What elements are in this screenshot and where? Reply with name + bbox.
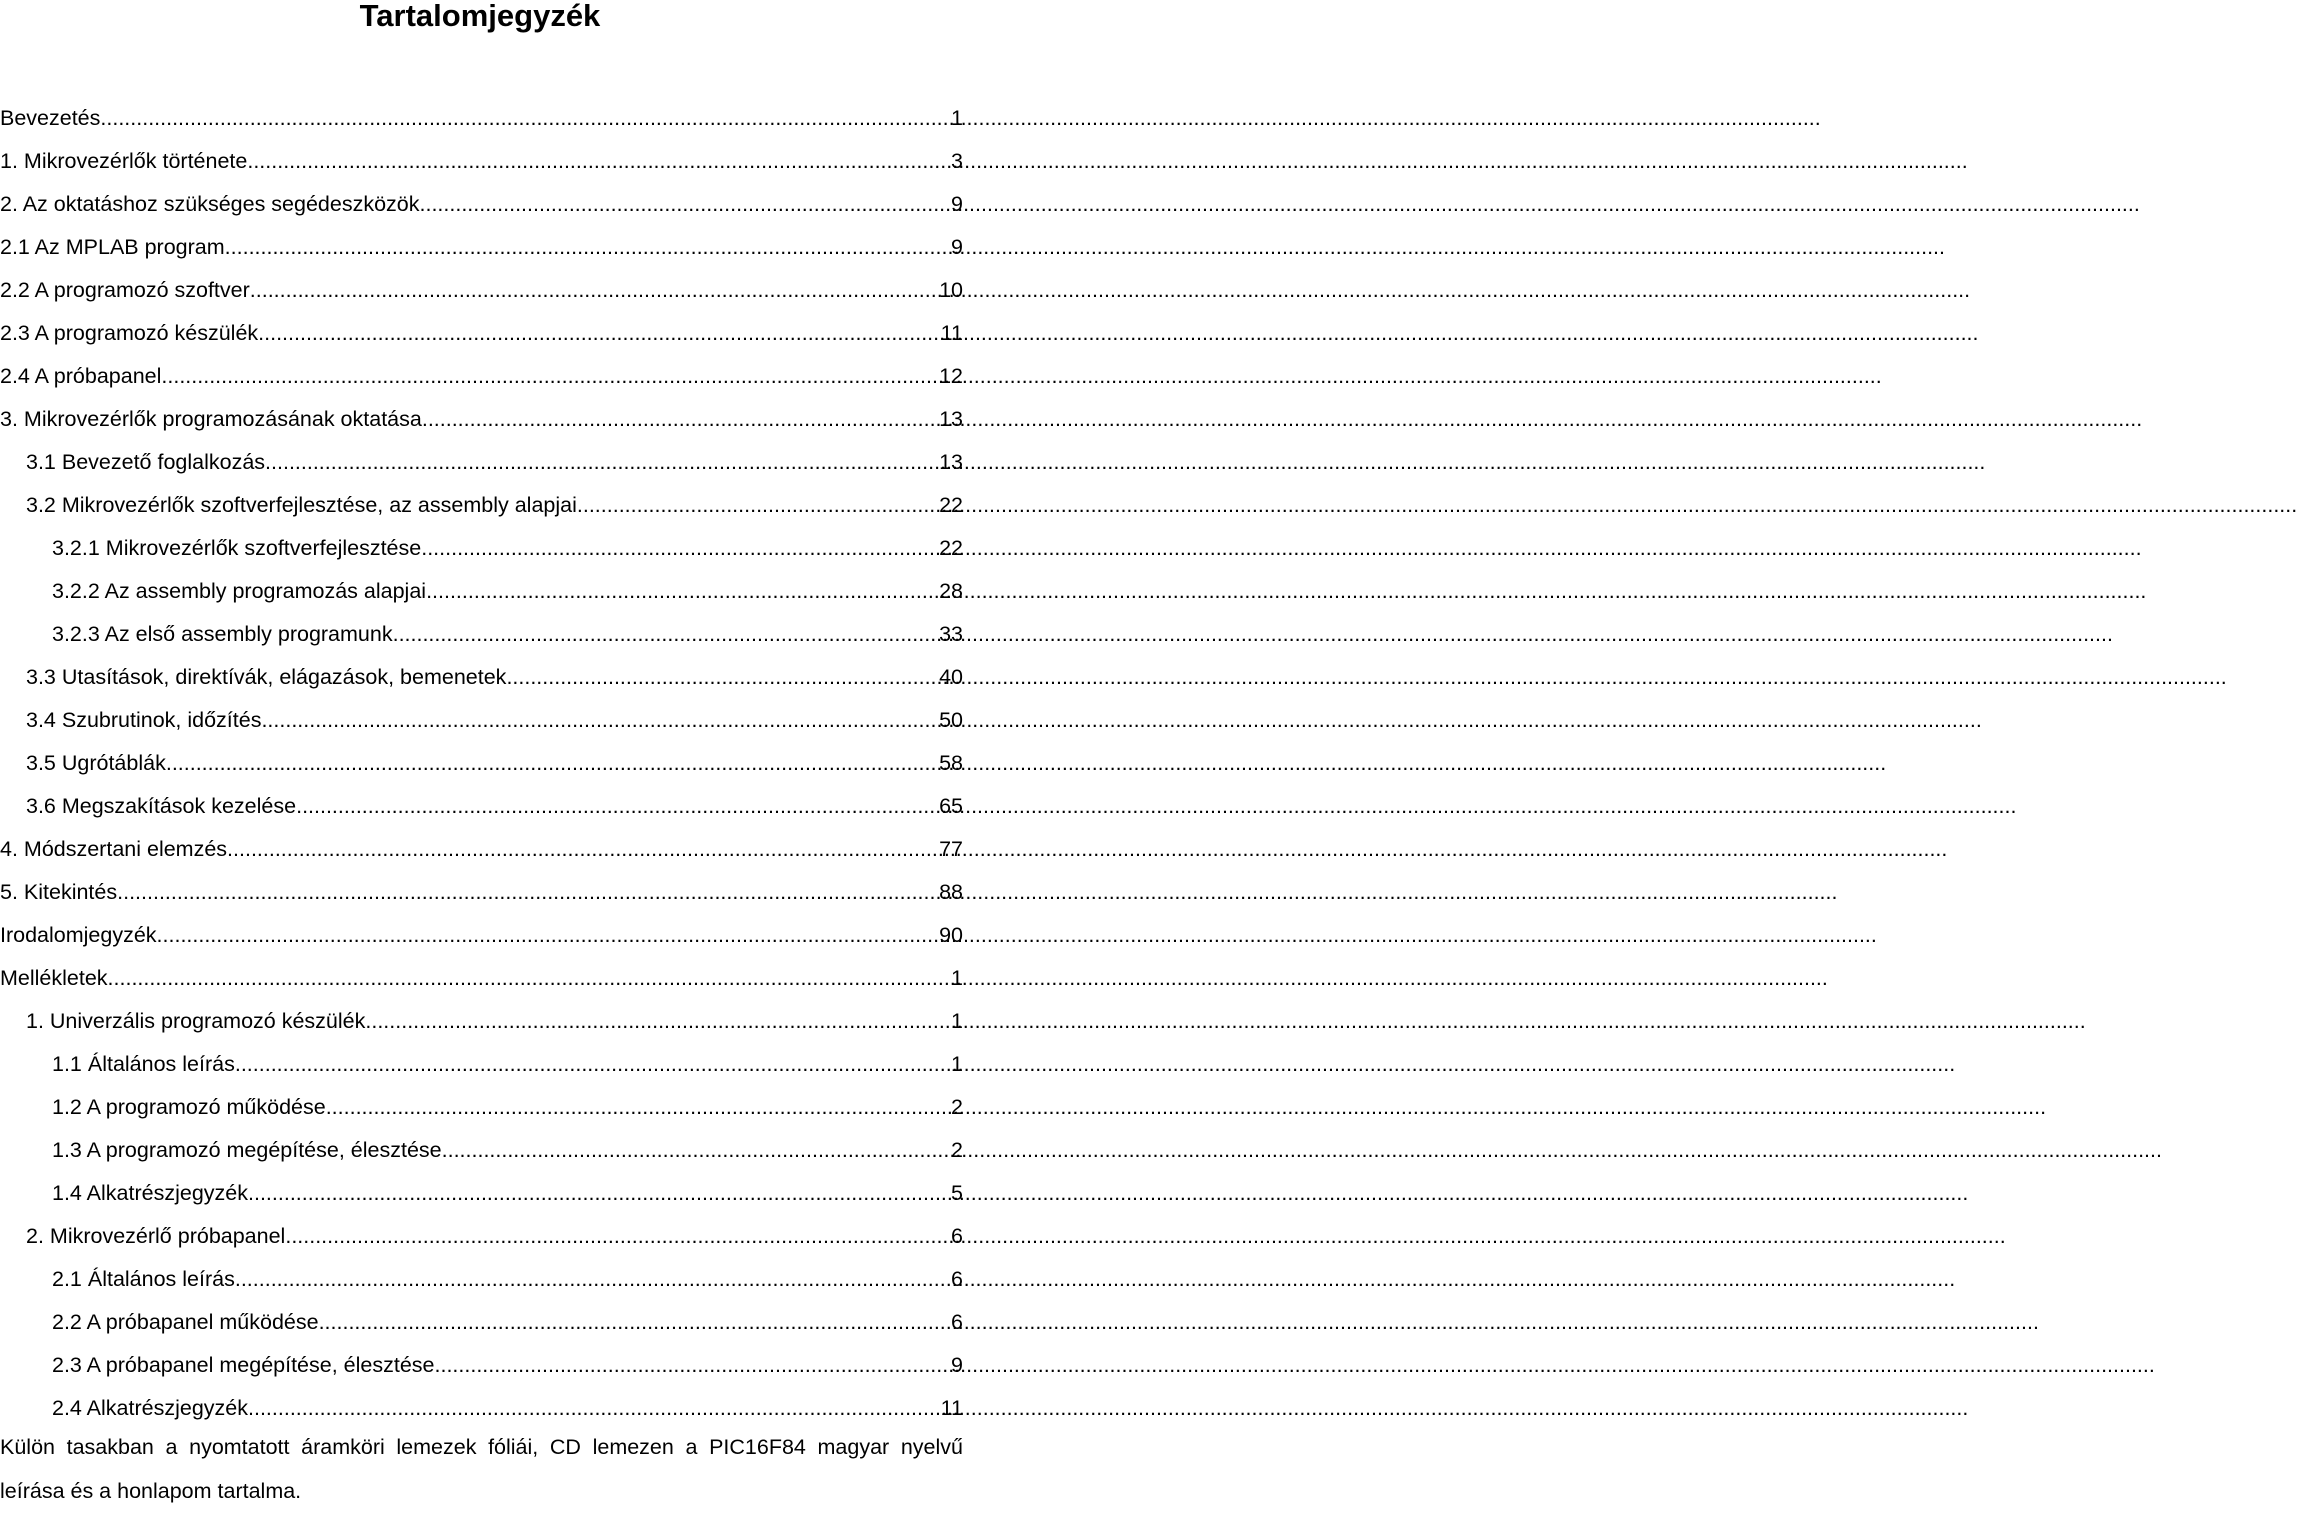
toc-entry[interactable] bbox=[0, 97, 963, 140]
toc-entry-title: 3.5 Ugrótáblák bbox=[26, 751, 166, 775]
toc-entry[interactable] bbox=[0, 1215, 963, 1258]
dot-leader bbox=[166, 742, 939, 785]
toc-entry-page-number: 40 bbox=[939, 665, 963, 689]
dot-leader bbox=[365, 1000, 951, 1043]
dot-leader bbox=[235, 1258, 951, 1301]
toc-entry-page-number: 9 bbox=[951, 192, 963, 216]
toc-entry-page-number: 50 bbox=[939, 708, 963, 732]
dot-leader bbox=[435, 1344, 952, 1387]
page-title: Tartalomjegyzék bbox=[359, 0, 601, 33]
toc-entry-title: 3.2.3 Az első assembly programunk bbox=[52, 622, 393, 646]
dot-leader bbox=[258, 312, 941, 355]
toc-entry-title: 1. Univerzális programozó készülék bbox=[26, 1009, 366, 1033]
toc-entry[interactable] bbox=[0, 1043, 963, 1086]
toc-entry[interactable] bbox=[0, 1000, 963, 1043]
toc-entry-page-number: 1 bbox=[951, 966, 963, 990]
toc-entry-page-number: 6 bbox=[951, 1224, 963, 1248]
toc-entry-title: 1.1 Általános leírás bbox=[52, 1052, 235, 1076]
toc-entry[interactable] bbox=[0, 441, 963, 484]
toc-entry-title: Irodalomjegyzék bbox=[0, 923, 157, 947]
toc-entry-page-number: 12 bbox=[939, 364, 963, 388]
toc-entry-title: 3.4 Szubrutinok, időzítés bbox=[26, 708, 262, 732]
dot-leader bbox=[577, 484, 939, 527]
toc-entry-page-number: 22 bbox=[939, 493, 963, 517]
toc-entry[interactable] bbox=[0, 1301, 963, 1344]
toc-entry[interactable] bbox=[0, 570, 963, 613]
dot-leader bbox=[285, 1215, 951, 1258]
toc-entry[interactable] bbox=[0, 183, 963, 226]
toc-entry-title: 2.2 A próbapanel működése bbox=[52, 1310, 319, 1334]
toc-entry-page-number: 9 bbox=[951, 1353, 963, 1377]
dot-leader bbox=[296, 785, 939, 828]
toc-entry-title: 2.4 A próbapanel bbox=[0, 364, 162, 388]
toc-entry-title: 2. Az oktatáshoz szükséges segédeszközök bbox=[0, 192, 420, 216]
dot-leader bbox=[426, 570, 939, 613]
toc-entry-title: 3.2.1 Mikrovezérlők szoftverfejlesztése bbox=[52, 536, 422, 560]
toc-entry-page-number: 2 bbox=[951, 1138, 963, 1162]
toc-entry[interactable] bbox=[0, 527, 963, 570]
toc-entry-title: Bevezetés bbox=[0, 106, 101, 130]
toc-entry[interactable] bbox=[0, 269, 963, 312]
toc-entry-title: 3. Mikrovezérlők programozásának oktatása bbox=[0, 407, 422, 431]
toc-entry-title: 2.3 A próbapanel megépítése, élesztése bbox=[52, 1353, 435, 1377]
dot-leader bbox=[235, 1043, 951, 1086]
dot-leader bbox=[442, 1129, 951, 1172]
dot-leader bbox=[117, 871, 939, 914]
toc-entry[interactable] bbox=[0, 1258, 963, 1301]
dot-leader bbox=[421, 527, 939, 570]
toc-entry[interactable] bbox=[0, 914, 963, 957]
toc-entry[interactable] bbox=[0, 828, 963, 871]
toc-entry[interactable] bbox=[0, 1086, 963, 1129]
toc-entry-page-number: 6 bbox=[951, 1310, 963, 1334]
toc-entry-page-number: 22 bbox=[939, 536, 963, 560]
toc-entry[interactable] bbox=[0, 312, 963, 355]
toc-entry[interactable] bbox=[0, 957, 963, 1000]
toc-entry[interactable] bbox=[0, 1387, 963, 1430]
toc-entry-page-number: 11 bbox=[940, 321, 963, 345]
toc-entry-title: Mellékletek bbox=[0, 966, 108, 990]
toc-entry-page-number: 58 bbox=[939, 751, 963, 775]
toc-entry[interactable] bbox=[0, 699, 963, 742]
dot-leader bbox=[265, 441, 939, 484]
toc-entry-page-number: 5 bbox=[951, 1181, 963, 1205]
toc-entry-title: 2. Mikrovezérlő próbapanel bbox=[26, 1224, 286, 1248]
toc-entry[interactable] bbox=[0, 785, 963, 828]
toc-entry-title: 3.6 Megszakítások kezelése bbox=[26, 794, 297, 818]
toc-entry[interactable] bbox=[0, 613, 963, 656]
toc-entry-title: 1.4 Alkatrészjegyzék bbox=[52, 1181, 248, 1205]
dot-leader bbox=[161, 355, 939, 398]
dot-leader bbox=[225, 226, 951, 269]
toc-entry-title: 4. Módszertani elemzés bbox=[0, 837, 228, 861]
toc-entry[interactable] bbox=[0, 656, 963, 699]
toc-entry-page-number: 90 bbox=[939, 923, 963, 947]
toc-entry-page-number: 1 bbox=[951, 106, 963, 130]
dot-leader bbox=[393, 613, 939, 656]
toc-entry[interactable] bbox=[0, 226, 963, 269]
dot-leader bbox=[250, 269, 939, 312]
toc-entry[interactable] bbox=[0, 355, 963, 398]
toc-entry-title: 1. Mikrovezérlők története bbox=[0, 149, 248, 173]
toc-entry-title: 2.4 Alkatrészjegyzék bbox=[52, 1396, 248, 1420]
toc-entry-page-number: 33 bbox=[939, 622, 963, 646]
toc-entry-page-number: 3 bbox=[951, 149, 963, 173]
dot-leader bbox=[247, 140, 951, 183]
toc-entry-page-number: 65 bbox=[939, 794, 963, 818]
toc-entry-page-number: 9 bbox=[951, 235, 963, 259]
toc-entry-page-number: 2 bbox=[951, 1095, 963, 1119]
dot-leader bbox=[420, 183, 952, 226]
toc-entry-page-number: 1 bbox=[951, 1052, 963, 1076]
toc-entry-page-number: 88 bbox=[939, 880, 963, 904]
toc-entry-title: 1.2 A programozó működése bbox=[52, 1095, 326, 1119]
dot-leader bbox=[227, 828, 939, 871]
toc-entry-title: 5. Kitekintés bbox=[0, 880, 118, 904]
toc-entry-page-number: 77 bbox=[939, 837, 963, 861]
toc-entry-page-number: 6 bbox=[951, 1267, 963, 1291]
toc-entry[interactable] bbox=[0, 398, 963, 441]
toc-entry[interactable] bbox=[0, 484, 963, 527]
toc-entry-title: 3.2 Mikrovezérlők szoftverfejlesztése, az assembly alapjai bbox=[26, 493, 577, 517]
table-of-contents bbox=[0, 97, 963, 1430]
dot-leader bbox=[100, 97, 951, 140]
toc-entry[interactable] bbox=[0, 140, 963, 183]
toc-entry-page-number: 13 bbox=[939, 450, 963, 474]
dot-leader bbox=[248, 1172, 951, 1215]
toc-entry-title: 2.2 A programozó szoftver bbox=[0, 278, 250, 302]
toc-entry-page-number: 13 bbox=[939, 407, 963, 431]
toc-entry-page-number: 1 bbox=[951, 1009, 963, 1033]
toc-entry-page-number: 28 bbox=[939, 579, 963, 603]
toc-entry-title: 2.3 A programozó készülék bbox=[0, 321, 259, 345]
toc-entry[interactable] bbox=[0, 1172, 963, 1215]
toc-entry-title: 2.1 Az MPLAB program bbox=[0, 235, 225, 259]
toc-entry[interactable] bbox=[0, 742, 963, 785]
dot-leader bbox=[157, 914, 940, 957]
attachment-note: Külön tasakban a nyomtatott áramköri lemezek fóliái, CD lemezen a PIC16F84 magyar nyelvű leírása és a honlapom tartalma. bbox=[0, 1435, 963, 1503]
toc-entry-title: 3.2.2 Az assembly programozás alapjai bbox=[52, 579, 427, 603]
toc-entry-page-number: 10 bbox=[939, 278, 963, 302]
toc-entry[interactable] bbox=[0, 1344, 963, 1387]
dot-leader bbox=[248, 1387, 941, 1430]
toc-entry[interactable] bbox=[0, 871, 963, 914]
dot-leader bbox=[261, 699, 939, 742]
dot-leader bbox=[506, 656, 939, 699]
toc-entry-title: 3.3 Utasítások, direktívák, elágazások, bemenetek bbox=[26, 665, 507, 689]
dot-leader bbox=[108, 957, 951, 1000]
toc-entry-title: 3.1 Bevezető foglalkozás bbox=[26, 450, 266, 474]
toc-entry-title: 2.1 Általános leírás bbox=[52, 1267, 235, 1291]
dot-leader bbox=[326, 1086, 951, 1129]
toc-entry-title: 1.3 A programozó megépítése, élesztése bbox=[52, 1138, 442, 1162]
toc-entry-page-number: 11 bbox=[940, 1396, 963, 1420]
toc-entry[interactable] bbox=[0, 1129, 963, 1172]
dot-leader bbox=[319, 1301, 951, 1344]
dot-leader bbox=[422, 398, 939, 441]
